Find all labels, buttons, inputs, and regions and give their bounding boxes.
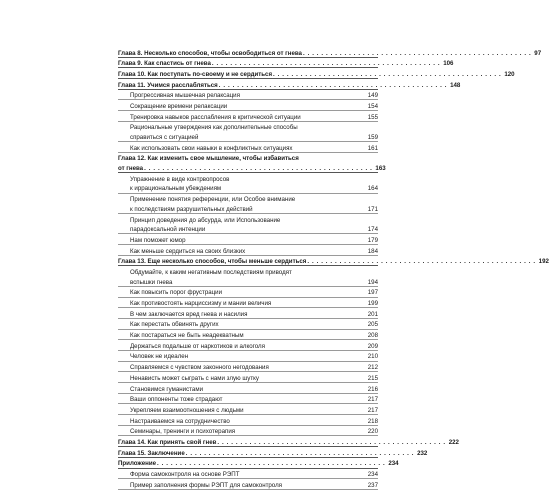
toc-entry-title: Глава 15. Заключение: [118, 449, 185, 457]
toc-entry-line: [130, 100, 378, 110]
toc-page-number: 205: [367, 321, 378, 329]
toc-page-number: 149: [367, 92, 378, 100]
toc-entry-title: Глава 9. Как спастись от гнева: [118, 60, 211, 68]
toc-page-number: 199: [367, 300, 378, 308]
toc-page-number: 217: [367, 406, 378, 414]
toc-page-number: 148: [450, 81, 461, 89]
table-of-contents: [118, 47, 549, 490]
toc-page-number: 217: [367, 396, 378, 404]
toc-section-entry: [118, 426, 378, 437]
toc-page-number: 159: [367, 134, 378, 142]
toc-entry-title: Форма самоконтроля на основе РЭПТ: [130, 471, 240, 479]
toc-section-entry: [118, 479, 378, 490]
toc-entry-line: [118, 68, 515, 78]
toc-page-number: 208: [367, 332, 378, 340]
toc-entry-line: [130, 245, 378, 255]
toc-page-number: 234: [388, 460, 399, 468]
toc-entry-title: парадоксальной интенции: [130, 226, 206, 234]
toc-entry-title: Справляемся с чувством законного негодования: [130, 364, 269, 372]
toc-section-entry: [118, 383, 378, 394]
toc-entry-line: [130, 404, 378, 414]
toc-entry-title: Ваши оппоненты тоже страдают: [130, 396, 223, 404]
toc-entry-line: [130, 90, 378, 100]
toc-page-number: 120: [504, 70, 515, 78]
toc-chapter-entry: [118, 458, 399, 469]
toc-entry-title: Обдумайте, к каким негативным последствиям приводят: [130, 268, 292, 276]
toc-entry-line: [130, 340, 378, 350]
toc-entry-title: Принцип доведения до абсурда, или Использование: [130, 216, 281, 224]
toc-entry-line: [130, 214, 378, 224]
toc-entry-line: [130, 469, 378, 479]
toc-page-number: 222: [448, 438, 459, 446]
toc-entry-line: [130, 479, 378, 489]
toc-page-number: 171: [367, 205, 378, 213]
toc-section-entry: [118, 298, 378, 309]
toc-entry-line: [130, 415, 378, 425]
toc-entry-title: Семинары, тренинги и психотерапия: [130, 428, 236, 436]
toc-entry-line: [130, 203, 378, 213]
toc-entry-title: к иррациональным убеждениям: [130, 185, 222, 193]
toc-entry-title: Ненависть может сыграть с нами злую шутку: [130, 374, 259, 382]
toc-section-entry: [118, 330, 378, 341]
toc-entry-line: [130, 276, 378, 286]
toc-entry-title: Нам поможет юмор: [130, 236, 186, 244]
toc-entry-title: Прогрессивная мышечная релаксация: [130, 92, 240, 100]
toc-section-entry: [118, 415, 378, 426]
toc-entry-title: Укрепляем взаимоотношения с людьми: [130, 406, 244, 414]
toc-page-number: 97: [534, 49, 542, 57]
toc-leader-dots: . . . . . . . . . . . . . . . . . . . . . . . . . . . . . . . . . . . . . . . . . . . . . . . . . .: [185, 449, 415, 457]
toc-entry-line: [118, 447, 428, 457]
toc-section-entry: [118, 122, 378, 142]
toc-section-entry: [118, 214, 378, 234]
toc-page-number: 216: [367, 385, 378, 393]
toc-entry-title: Настраиваемся на сотрудничество: [130, 417, 230, 425]
toc-entry-line: [130, 224, 378, 234]
toc-chapter-entry: [118, 47, 542, 58]
toc-section-entry: [118, 351, 378, 362]
toc-entry-line: [130, 383, 378, 393]
toc-page-number: 234: [367, 471, 378, 479]
toc-entry-title: справиться с ситуацией: [130, 134, 199, 142]
toc-entry-line: [130, 319, 378, 329]
toc-entry-line: [130, 298, 378, 308]
toc-entry-line: [118, 153, 378, 163]
toc-page-number: 212: [367, 364, 378, 372]
toc-entry-title: Пример заполнения формы РЭПТ для самоконтроля: [130, 481, 282, 489]
toc-page-number: 209: [367, 342, 378, 350]
toc-entry-title: Глава 14. Как принять свой гнев: [118, 438, 217, 446]
toc-section-entry: [118, 319, 378, 330]
toc-entry-line: [130, 362, 378, 372]
toc-entry-title: Как постараться не быть неадекватным: [130, 332, 244, 340]
toc-page-number: 215: [367, 374, 378, 382]
toc-entry-line: [130, 426, 378, 436]
toc-entry-title: Глава 12. Как изменить свое мышление, чтобы избавиться: [118, 155, 299, 163]
toc-leader-dots: . . . . . . . . . . . . . . . . . . . . . . . . . . . . . . . . . . . . . . . . . . . . . . . . . .: [144, 165, 373, 173]
toc-entry-title: Как перестать обвинять других: [130, 321, 219, 329]
toc-entry-line: [118, 436, 459, 446]
toc-entry-line: [130, 234, 378, 244]
toc-entry-line: [130, 266, 378, 276]
toc-page-number: 155: [367, 113, 378, 121]
toc-entry-title: Становимся гуманистами: [130, 385, 203, 393]
toc-leader-dots: . . . . . . . . . . . . . . . . . . . . . . . . . . . . . . . . . . . . . . . . . . . . . . . . . .: [157, 460, 386, 468]
toc-entry-title: Применение понятия референции, или Особое внимание: [130, 196, 296, 204]
toc-page-number: 220: [367, 428, 378, 436]
toc-page-number: 237: [367, 481, 378, 489]
toc-page-number: 218: [367, 417, 378, 425]
toc-chapter-entry: [118, 447, 428, 458]
toc-leader-dots: . . . . . . . . . . . . . . . . . . . . . . . . . . . . . . . . . . . . . . . . . . . . . . . . . .: [218, 81, 448, 89]
toc-section-entry: [118, 173, 378, 193]
toc-entry-line: [130, 142, 378, 152]
toc-entry-title: Глава 10. Как поступать по-своему и не сердиться: [118, 70, 273, 78]
toc-entry-line: [130, 330, 378, 340]
toc-entry-title: Приложение: [118, 460, 157, 468]
toc-page-number: 154: [367, 102, 378, 110]
toc-entry-title: Рациональные утверждения как дополнительные способы: [130, 124, 298, 132]
toc-leader-dots: . . . . . . . . . . . . . . . . . . . . . . . . . . . . . . . . . . . . . . . . . . . . . . . . . .: [273, 70, 502, 78]
toc-page-number: 164: [367, 185, 378, 193]
toc-entry-line: [130, 122, 378, 132]
toc-entry-title: Глава 8. Несколько способов, чтобы освободиться от гнева: [118, 49, 302, 57]
toc-entry-title: вспышки гнева: [130, 278, 173, 286]
toc-entry-title: Глава 11. Учимся расслабляться: [118, 81, 218, 89]
toc-section-entry: [118, 142, 378, 153]
toc-section-entry: [118, 308, 378, 319]
toc-entry-title: Как использовать свои навыки в конфликтных ситуациях: [130, 144, 293, 152]
toc-chapter-entry: [118, 153, 386, 173]
toc-entry-line: [118, 163, 386, 173]
toc-page-number: 210: [367, 353, 378, 361]
toc-entry-line: [118, 47, 542, 57]
toc-section-entry: [118, 340, 378, 351]
toc-entry-title: от гнева: [118, 165, 144, 173]
toc-entry-title: Упражнение в виде контрвопросов: [130, 175, 230, 183]
toc-entry-line: [130, 394, 378, 404]
toc-entry-title: Сокращение времени релаксации: [130, 102, 228, 110]
toc-leader-dots: . . . . . . . . . . . . . . . . . . . . . . . . . . . . . . . . . . . . . . . . . . . . . . . . . .: [302, 49, 532, 57]
toc-chapter-entry: [118, 256, 549, 267]
toc-page-number: 161: [367, 144, 378, 152]
toc-section-entry: [118, 245, 378, 256]
toc-entry-title: Держаться подальше от наркотиков и алкоголя: [130, 342, 265, 350]
toc-entry-title: Как меньше сердиться на своих близких: [130, 247, 246, 255]
toc-entry-line: [118, 256, 549, 266]
toc-section-entry: [118, 194, 378, 214]
toc-page-number: 174: [367, 226, 378, 234]
toc-entry-title: Как повысить порог фрустрации: [130, 289, 223, 297]
toc-page-number: 192: [538, 258, 549, 266]
toc-section-entry: [118, 111, 378, 122]
toc-entry-title: к последствиям разрушительных действий: [130, 205, 253, 213]
toc-entry-title: Глава 13. Еще несколько способов, чтобы меньше сердиться: [118, 258, 307, 266]
toc-chapter-entry: [118, 79, 461, 90]
toc-entry-line: [130, 132, 378, 142]
toc-section-entry: [118, 90, 378, 101]
toc-section-entry: [118, 469, 378, 480]
toc-section-entry: [118, 404, 378, 415]
toc-chapter-entry: [118, 58, 454, 69]
toc-entry-line: [130, 111, 378, 121]
toc-section-entry: [118, 234, 378, 245]
toc-section-entry: [118, 266, 378, 286]
toc-page-number: 179: [367, 236, 378, 244]
toc-chapter-entry: [118, 68, 515, 79]
toc-entry-line: [130, 308, 378, 318]
toc-entry-title: Тренировка навыков расслабления в критической ситуации: [130, 113, 301, 121]
toc-leader-dots: . . . . . . . . . . . . . . . . . . . . . . . . . . . . . . . . . . . . . . . . . . . . . . . . . .: [211, 60, 441, 68]
toc-page-number: 163: [375, 165, 386, 173]
toc-entry-line: [130, 287, 378, 297]
toc-section-entry: [118, 100, 378, 111]
toc-page-number: 232: [417, 449, 428, 457]
toc-page-number: 194: [367, 278, 378, 286]
toc-entry-title: Как противостоять нарциссизму и мании величия: [130, 300, 272, 308]
toc-entry-line: [130, 372, 378, 382]
toc-section-entry: [118, 362, 378, 373]
toc-page-number: 197: [367, 289, 378, 297]
toc-section-entry: [118, 372, 378, 383]
toc-page-number: 106: [443, 60, 454, 68]
toc-entry-title: Человек не идеален: [130, 353, 189, 361]
toc-section-entry: [118, 287, 378, 298]
toc-entry-line: [118, 58, 454, 68]
toc-leader-dots: . . . . . . . . . . . . . . . . . . . . . . . . . . . . . . . . . . . . . . . . . . . . . . . . . .: [307, 258, 536, 266]
toc-entry-line: [130, 183, 378, 193]
toc-page-number: 201: [367, 310, 378, 318]
toc-entry-title: В чем заключается вред гнева и насилия: [130, 310, 248, 318]
toc-entry-line: [118, 458, 399, 468]
toc-entry-line: [130, 351, 378, 361]
toc-entry-line: [130, 173, 378, 183]
toc-page-number: 184: [367, 247, 378, 255]
toc-entry-line: [118, 79, 461, 89]
toc-chapter-entry: [118, 436, 459, 447]
toc-entry-line: [130, 194, 378, 204]
toc-section-entry: [118, 394, 378, 405]
toc-leader-dots: . . . . . . . . . . . . . . . . . . . . . . . . . . . . . . . . . . . . . . . . . . . . . . . . . .: [217, 438, 446, 446]
